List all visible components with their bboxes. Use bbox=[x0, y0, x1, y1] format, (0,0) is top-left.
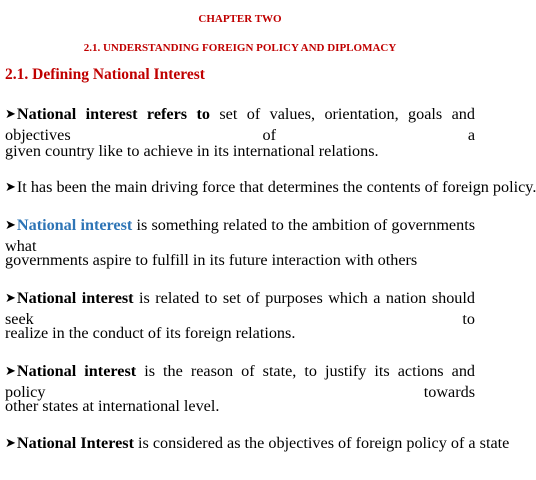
chapter-subtitle: 2.1. UNDERSTANDING FOREIGN POLICY AND DIPLOMACY bbox=[83, 42, 397, 54]
arrowhead-icon: ➤ bbox=[5, 180, 16, 195]
bullet-5-term: National interest bbox=[16, 362, 137, 380]
bullet-2-text: It has been the main driving force that determines the contents of foreign policy. bbox=[16, 178, 536, 196]
bullet-5-line-2: other states at international level. bbox=[5, 397, 220, 415]
bullet-5-line-1 bbox=[5, 361, 476, 401]
arrowhead-icon: ➤ bbox=[5, 218, 16, 233]
bullet-4-term: National interest bbox=[16, 289, 134, 307]
bullet-4-line-1 bbox=[5, 288, 475, 328]
bullet-2-line-1 bbox=[5, 177, 536, 198]
bullet-1-line-1 bbox=[5, 104, 475, 144]
arrowhead-icon: ➤ bbox=[5, 436, 16, 451]
bullet-3-line-2: governments aspire to fulfill in its future interaction with others bbox=[5, 251, 418, 269]
arrowhead-icon: ➤ bbox=[5, 291, 16, 306]
bullet-6-line-1 bbox=[5, 433, 510, 454]
chapter-heading: CHAPTER TWO bbox=[198, 13, 282, 25]
bullet-3-term: National interest bbox=[16, 216, 133, 234]
bullet-3-text: is something related to the ambition of governments what bbox=[5, 216, 476, 255]
arrowhead-icon: ➤ bbox=[5, 364, 16, 379]
bullet-4-text: is related to set of purposes which a nation should seek to bbox=[5, 289, 475, 328]
bullet-4-line-2: realize in the conduct of its foreign relations. bbox=[5, 324, 296, 342]
bullet-6-text: is considered as the objectives of foreign policy of a state bbox=[133, 434, 510, 452]
bullet-1-line-2: given country like to achieve in its international relations. bbox=[5, 142, 379, 160]
bullet-5-text: is the reason of state, to justify its actions and policy towards bbox=[5, 362, 476, 401]
arrowhead-icon: ➤ bbox=[5, 107, 16, 122]
bullet-6-term: National Interest bbox=[16, 434, 134, 452]
bullet-1-term: National interest refers to bbox=[16, 105, 210, 123]
bullet-1-text: set of values, orientation, goals and objectives of a bbox=[5, 105, 475, 144]
bullet-3-line-1 bbox=[5, 215, 476, 255]
section-title: 2.1. Defining National Interest bbox=[5, 66, 205, 83]
